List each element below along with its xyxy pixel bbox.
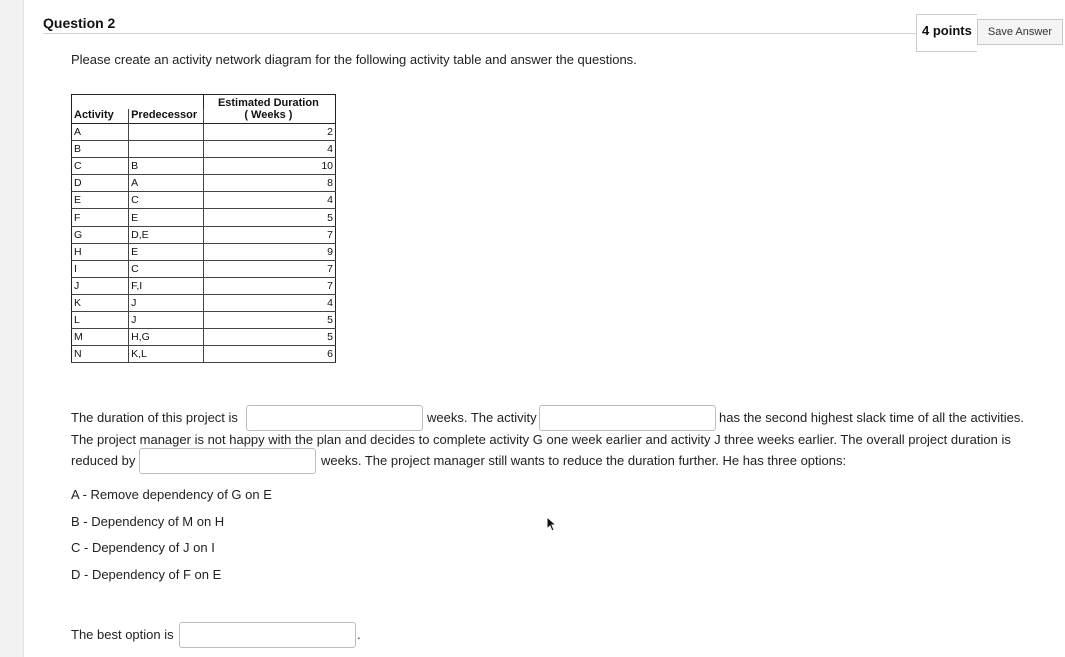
table-row: [72, 175, 336, 192]
table-row: [72, 158, 336, 175]
cell-activity: D: [72, 175, 129, 192]
mouse-cursor-icon: [546, 516, 558, 532]
best-option-period: .: [357, 627, 361, 642]
cell-duration: 10: [203, 158, 335, 175]
cell-duration: 4: [203, 192, 335, 209]
cell-duration: 4: [203, 141, 335, 158]
project-duration-input[interactable]: [246, 405, 423, 431]
paragraph-slack-suffix: has the second highest slack time of all the activities.: [719, 410, 1024, 425]
table-row: [72, 192, 336, 209]
table-row: [72, 277, 336, 294]
table-row: [72, 209, 336, 226]
best-option-label: The best option is: [71, 627, 174, 642]
cell-duration: 8: [203, 175, 335, 192]
table-row: [72, 312, 336, 329]
paragraph-manager: The project manager is not happy with the plan and decides to complete activity G one week earlier and activity J three weeks earlier. The overall project duration is: [71, 432, 1011, 447]
table-row: [72, 260, 336, 277]
best-option-input[interactable]: [179, 622, 356, 648]
cell-predecessor: F,I: [129, 277, 204, 294]
header-predecessor: Predecessor: [129, 109, 204, 124]
table-row: [72, 226, 336, 243]
cell-duration: 5: [203, 312, 335, 329]
cell-duration: 4: [203, 294, 335, 311]
question-divider: [43, 33, 918, 34]
paragraph-duration-prefix: The duration of this project is: [71, 410, 238, 425]
option-d: D - Dependency of F on E: [71, 567, 222, 582]
cell-predecessor: C: [129, 260, 204, 277]
reduced-by-input[interactable]: [139, 448, 316, 474]
paragraph-reduced-prefix: reduced by: [71, 453, 136, 468]
option-a: A - Remove dependency of G on E: [71, 487, 272, 502]
cell-activity: G: [72, 226, 129, 243]
cell-predecessor: H,G: [129, 329, 204, 346]
points-box: [916, 14, 977, 52]
points-label: 4 points: [922, 23, 972, 38]
cell-activity: J: [72, 277, 129, 294]
header-duration-line2: ( Weeks ): [203, 109, 335, 124]
option-c: C - Dependency of J on I: [71, 540, 215, 555]
cell-activity: A: [72, 124, 129, 141]
cell-predecessor: J: [129, 294, 204, 311]
paragraph-options-intro: weeks. The project manager still wants to reduce the duration further. He has three options:: [321, 453, 847, 468]
cell-duration: 5: [203, 209, 335, 226]
cell-activity: M: [72, 329, 129, 346]
cell-activity: K: [72, 294, 129, 311]
table-row: [72, 124, 336, 141]
cell-duration: 2: [203, 124, 335, 141]
save-answer-button[interactable]: Save Answer: [977, 19, 1063, 45]
table-row: [72, 294, 336, 311]
cell-predecessor: C: [129, 192, 204, 209]
header-duration-line1: Estimated Duration: [203, 95, 335, 110]
cell-predecessor: E: [129, 243, 204, 260]
cell-predecessor: B: [129, 158, 204, 175]
cell-duration: 6: [203, 346, 335, 363]
cell-activity: I: [72, 260, 129, 277]
paragraph-activity-prefix: weeks. The activity: [427, 410, 537, 425]
header-activity: Activity: [72, 109, 129, 124]
cell-predecessor: D,E: [129, 226, 204, 243]
cell-activity: C: [72, 158, 129, 175]
cell-predecessor: A: [129, 175, 204, 192]
left-gutter: [0, 0, 24, 657]
table-row: [72, 346, 336, 363]
cell-activity: L: [72, 312, 129, 329]
table-row: [72, 141, 336, 158]
cell-duration: 9: [203, 243, 335, 260]
activity-table: [71, 94, 336, 375]
cell-predecessor: K,L: [129, 346, 204, 363]
question-intro: Please create an activity network diagram for the following activity table and answer the questions.: [71, 52, 637, 67]
cell-activity: H: [72, 243, 129, 260]
table-row: [72, 329, 336, 346]
cell-duration: 5: [203, 329, 335, 346]
slack-activity-input[interactable]: [539, 405, 716, 431]
cell-duration: 7: [203, 226, 335, 243]
cell-activity: N: [72, 346, 129, 363]
cell-predecessor: J: [129, 312, 204, 329]
cell-duration: 7: [203, 260, 335, 277]
cell-predecessor: [129, 141, 204, 158]
question-title: Question 2: [43, 15, 116, 31]
option-b: B - Dependency of M on H: [71, 514, 225, 529]
cell-activity: F: [72, 209, 129, 226]
cell-predecessor: E: [129, 209, 204, 226]
cell-activity: B: [72, 141, 129, 158]
cell-predecessor: [129, 124, 204, 141]
cell-duration: 7: [203, 277, 335, 294]
table-row: [72, 243, 336, 260]
cell-activity: E: [72, 192, 129, 209]
